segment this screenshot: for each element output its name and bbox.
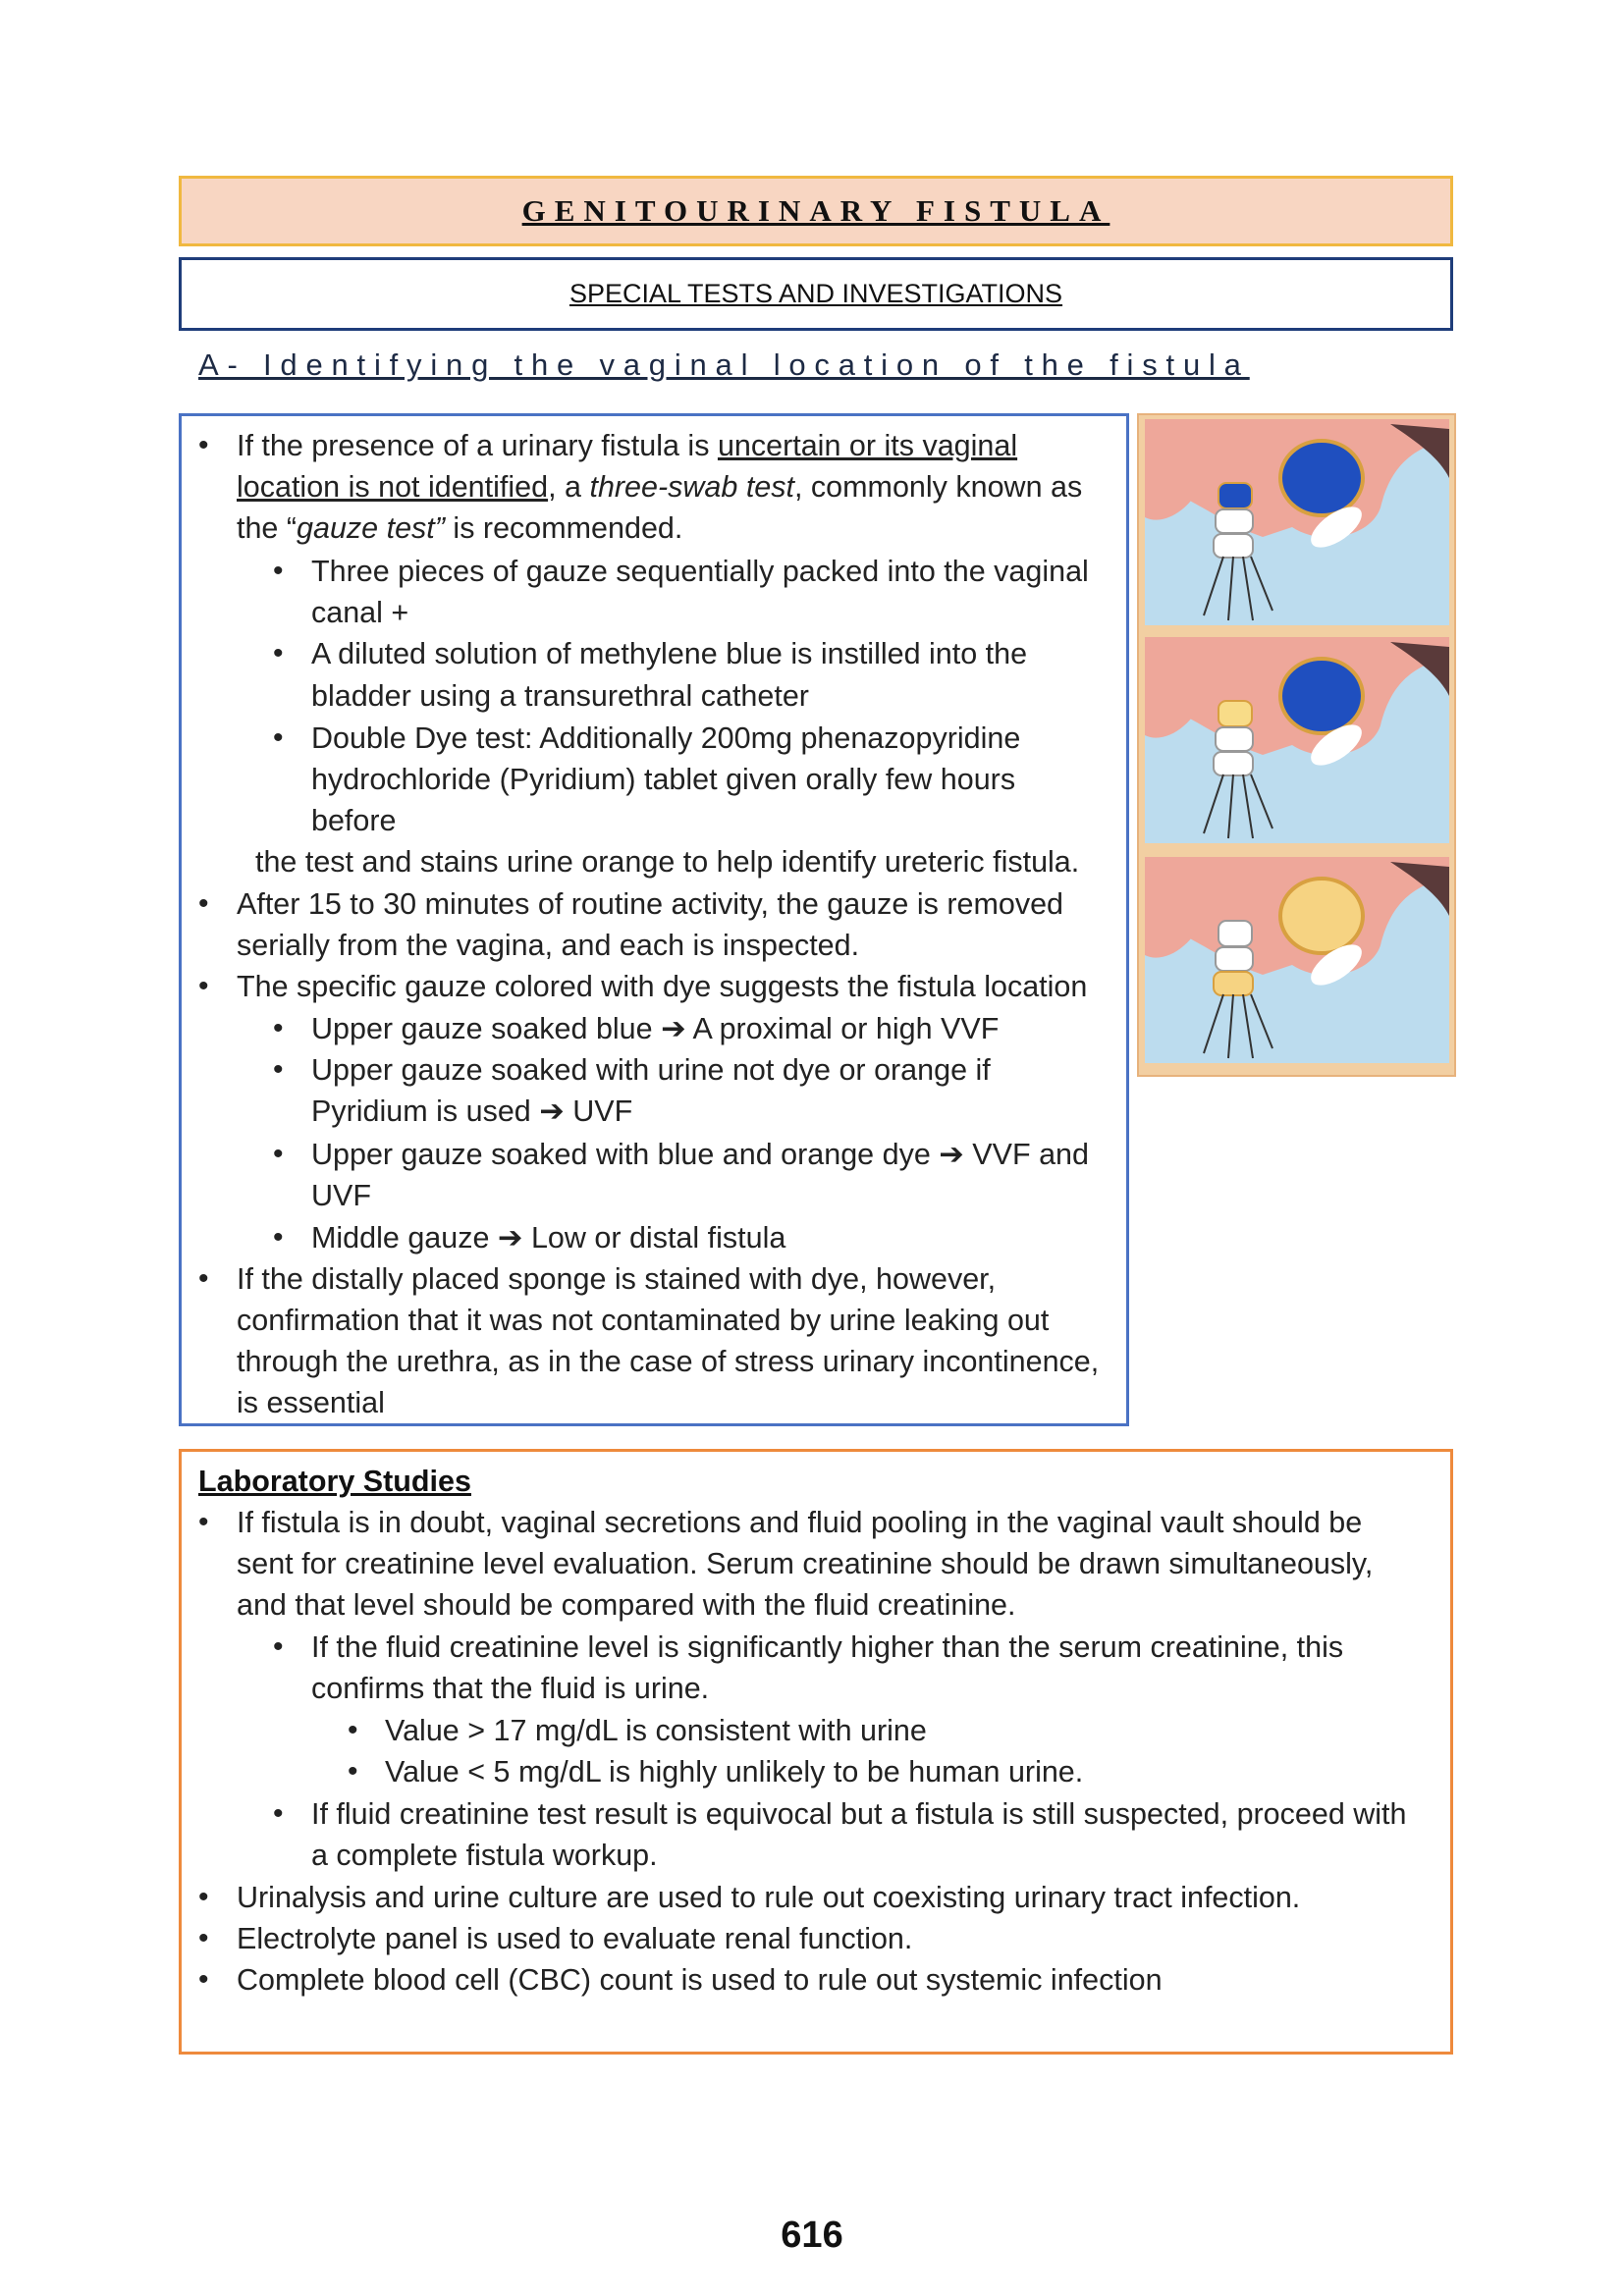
distal-line-4: is essential [237,1386,385,1419]
step-1-line-2: canal + [311,596,409,629]
title-banner [179,176,1453,246]
step-1-line-1: Three pieces of gauze sequentially packed into the vaginal [311,555,1089,588]
upper-gauze [1218,921,1252,946]
bladder [1280,659,1363,733]
lab-title: Laboratory Studies [198,1465,471,1498]
bullet: • [198,970,209,1002]
bullet: • [198,887,209,920]
intro-line-3: the “gauze test” is recommended. [237,511,683,545]
lab-line-1b: sent for creatinine level evaluation. Serum creatinine should be drawn simultaneously, [237,1547,1374,1580]
distal-line-2: confirmation that it was not contaminated by urine leaking out [237,1304,1050,1337]
bullet: • [273,555,284,587]
bullet: • [198,1262,209,1295]
step-3-line-2: hydrochloride (Pyridium) tablet given orally few hours [311,763,1016,796]
after-line-2: serially from the vagina, and each is inspected. [237,929,860,962]
bladder [1280,441,1363,515]
result-2-line-1: Upper gauze soaked with urine not dye or orange if [311,1053,991,1087]
subtitle-banner [179,257,1453,331]
bullet: • [273,1221,284,1254]
bullet: • [348,1755,358,1788]
middle-gauze [1216,509,1253,533]
upper-gauze [1218,701,1252,726]
arrow-icon: ➔ [939,1138,964,1171]
section-a-heading: A- Identifying the vaginal location of the fistula [198,347,1250,382]
lab-line-4: Value < 5 mg/dL is highly unlikely to be human urine. [385,1755,1084,1789]
result-3-line-2: UVF [311,1179,371,1212]
page-subtitle: SPECIAL TESTS AND INVESTIGATIONS [568,279,1063,308]
lab-line-7: Electrolyte panel is used to evaluate renal function. [237,1922,913,1955]
lab-line-3: Value > 17 mg/dL is consistent with urine [385,1714,927,1747]
step-2-line-2: bladder using a transurethral catheter [311,679,809,713]
illustration-panel-1 [1145,419,1449,625]
lower-gauze [1214,972,1253,995]
lab-line-1a: If fistula is in doubt, vaginal secretions and fluid pooling in the vaginal vault should be [237,1506,1363,1539]
step-3-line-3: before [311,804,397,837]
step-3-line-1: Double Dye test: Additionally 200mg phenazopyridine [311,721,1021,755]
illustration-panel-2 [1145,637,1449,843]
after-line-1: After 15 to 30 minutes of routine activity, the gauze is removed [237,887,1064,921]
lab-line-1c: and that level should be compared with the fluid creatinine. [237,1588,1016,1622]
arrow-icon: ➔ [497,1221,523,1255]
lower-gauze [1214,534,1253,558]
bullet: • [273,721,284,754]
arrow-icon: ➔ [661,1012,686,1045]
lab-line-6: Urinalysis and urine culture are used to rule out coexisting urinary tract infection. [237,1881,1301,1914]
illustration-panel-3 [1145,857,1449,1063]
result-1: Upper gauze soaked blue ➔ A proximal or high VVF [311,1012,1000,1045]
bullet: • [198,1506,209,1538]
result-3-line-1: Upper gauze soaked with blue and orange dye ➔ VVF and [311,1138,1089,1171]
bullet: • [273,1797,284,1830]
step-2-line-1: A diluted solution of methylene blue is instilled into the [311,637,1028,670]
bullet: • [273,1138,284,1170]
middle-gauze [1216,727,1253,751]
bullet: • [348,1714,358,1746]
middle-gauze [1216,947,1253,971]
bullet: • [273,1053,284,1086]
intro-line-2: location is not identified, a three-swab test, commonly known as [237,470,1083,504]
gauze-test-illustration [1137,413,1456,1077]
result-2-line-2: Pyridium is used ➔ UVF [311,1095,633,1128]
bullet: • [198,1922,209,1954]
bullet: • [198,1963,209,1996]
bullet: • [198,429,209,461]
lab-line-5a: If fluid creatinine test result is equivocal but a fistula is still suspected, proceed with [311,1797,1407,1831]
lab-line-8: Complete blood cell (CBC) count is used to rule out systemic infection [237,1963,1163,1997]
page-title: GENITOURINARY FISTULA [521,193,1110,228]
bullet: • [198,1881,209,1913]
intro-line-1: If the presence of a urinary fistula is uncertain or its vaginal [237,429,1018,462]
arrow-icon: ➔ [539,1095,565,1128]
step-3-line-4: the test and stains urine orange to help identify ureteric fistula. [255,845,1080,879]
bullet: • [273,637,284,669]
specific-line: The specific gauze colored with dye suggests the fistula location [237,970,1088,1003]
bullet: • [273,1630,284,1663]
distal-line-1: If the distally placed sponge is stained with dye, however, [237,1262,997,1296]
lower-gauze [1214,752,1253,775]
bullet: • [273,1012,284,1044]
bladder [1280,879,1363,953]
lab-line-2a: If the fluid creatinine level is significantly higher than the serum creatinine, this [311,1630,1344,1664]
result-4: Middle gauze ➔ Low or distal fistula [311,1221,786,1255]
lab-line-5b: a complete fistula workup. [311,1839,658,1872]
lab-line-2b: confirms that the fluid is urine. [311,1672,710,1705]
page-number: 616 [781,2215,843,2256]
upper-gauze [1218,483,1252,508]
distal-line-3: through the urethra, as in the case of stress urinary incontinence, [237,1345,1100,1378]
